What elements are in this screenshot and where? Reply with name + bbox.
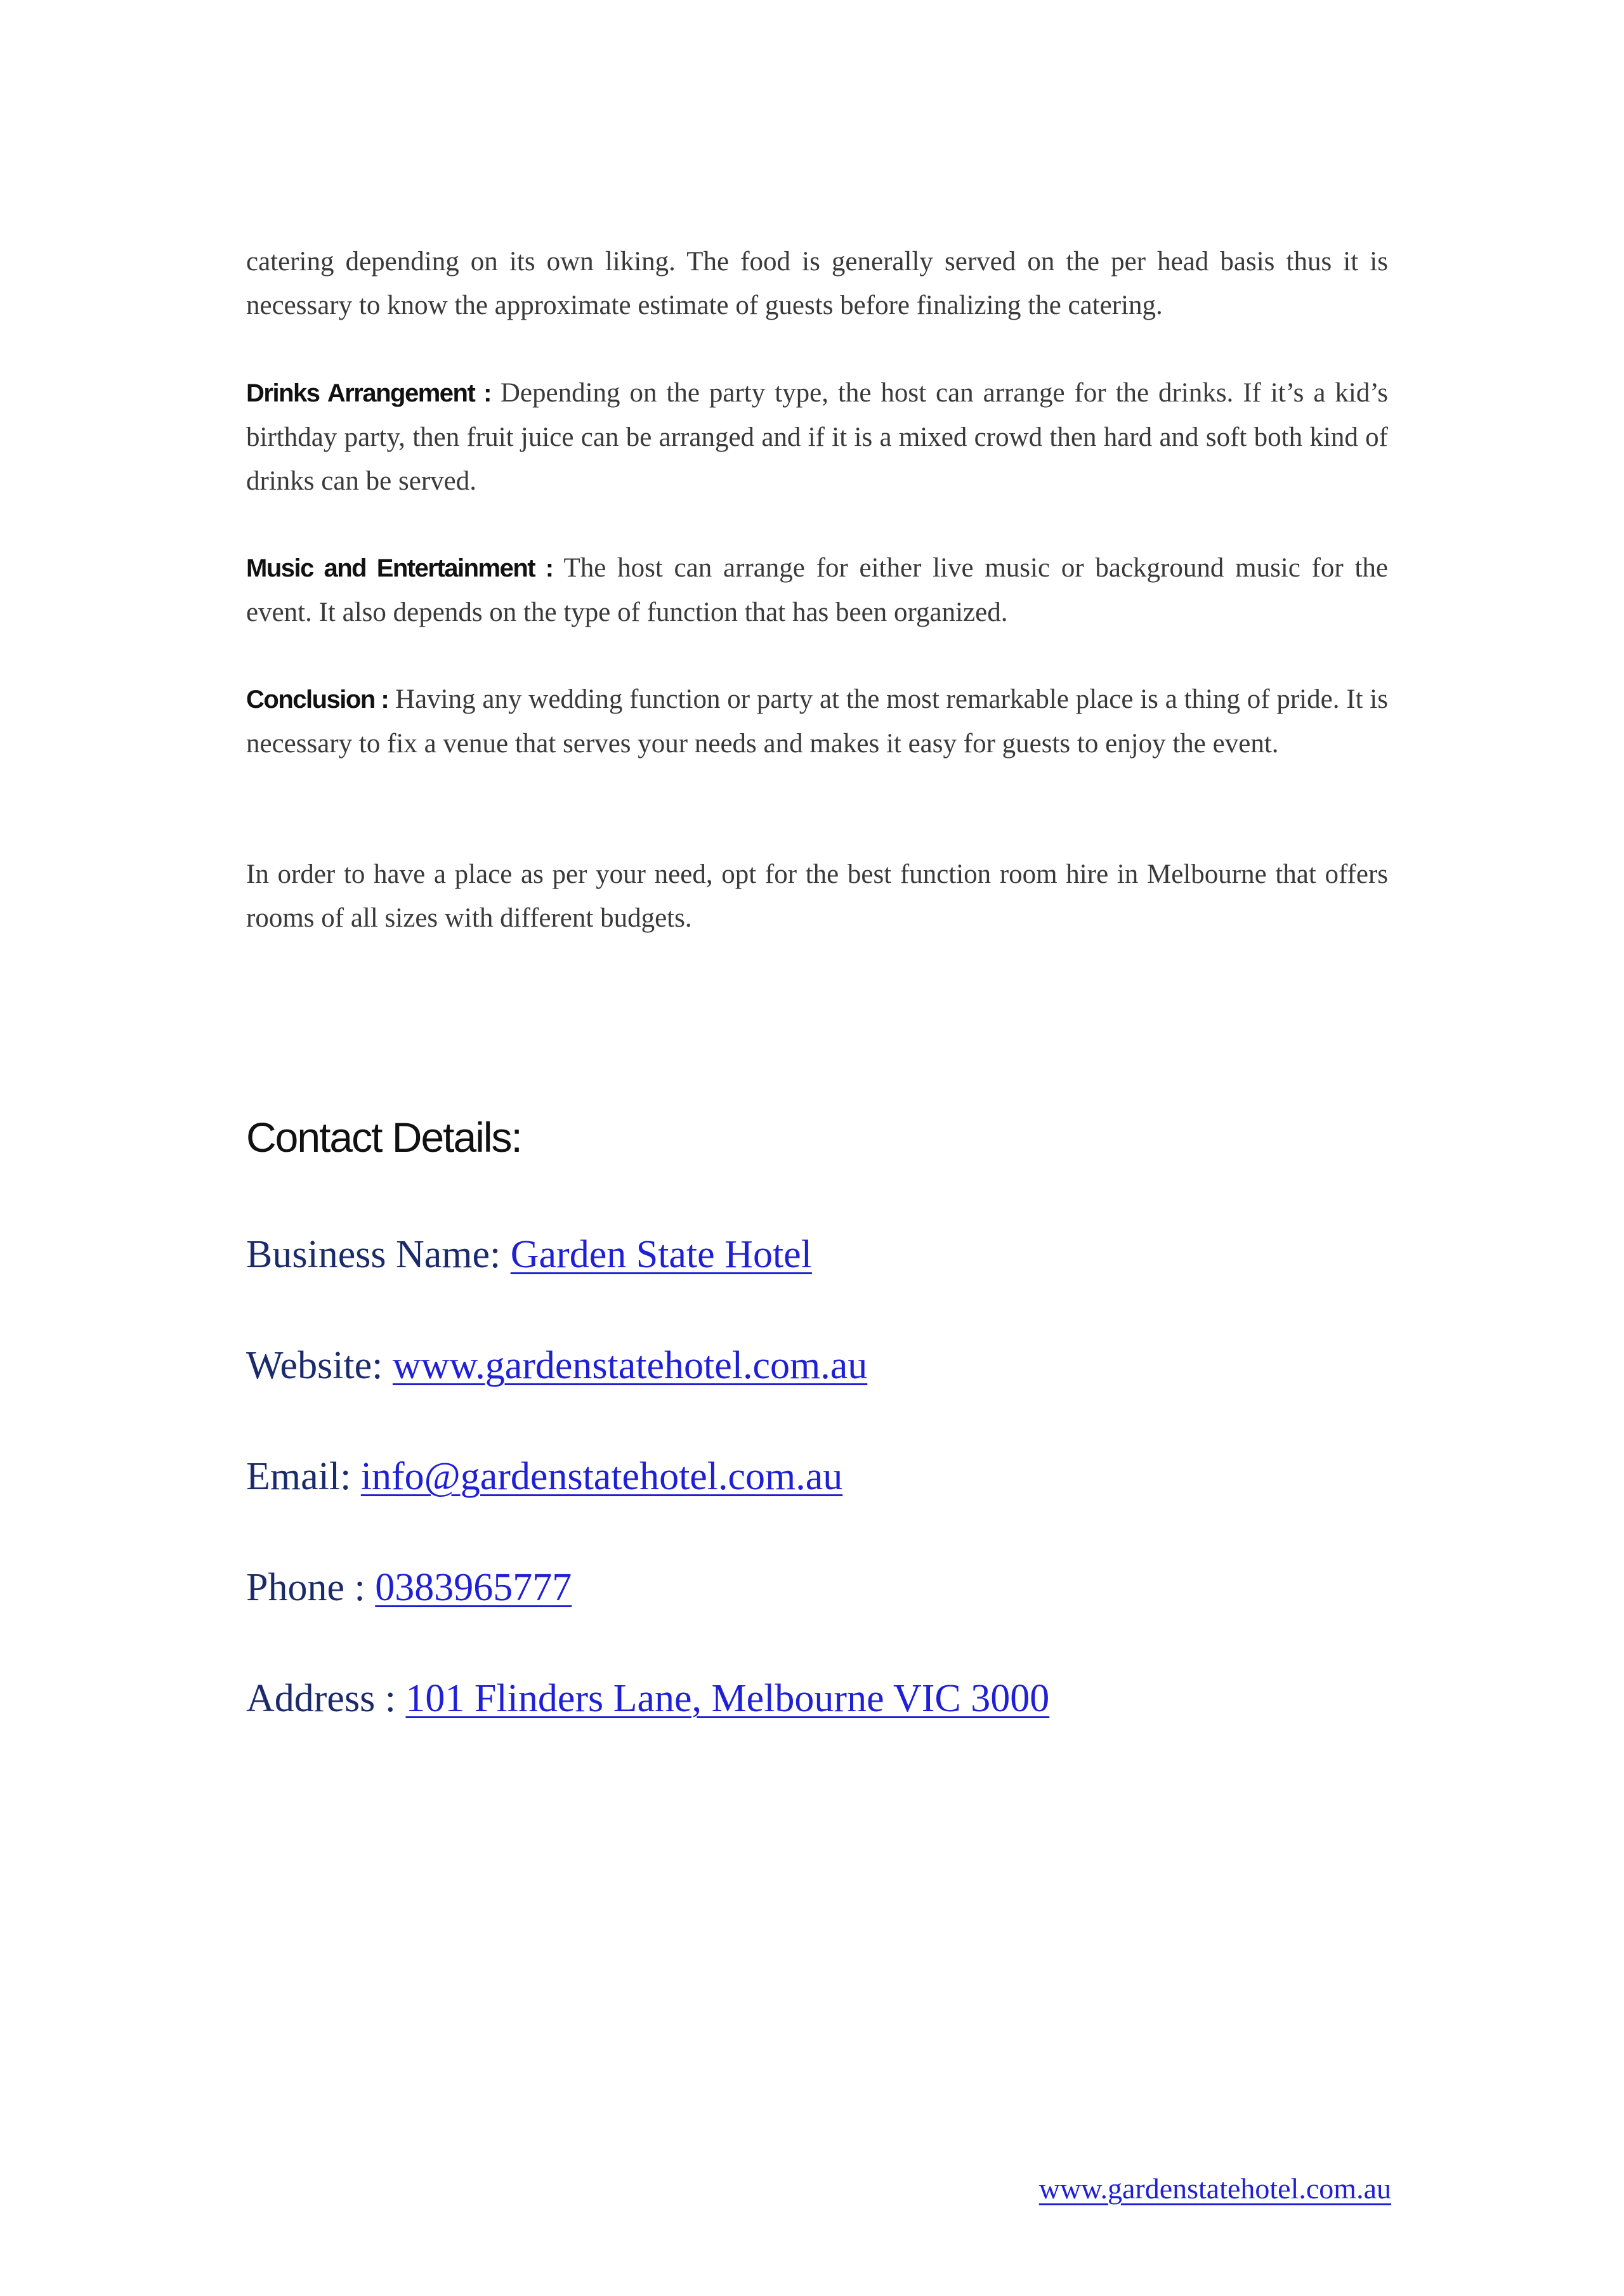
footer-website-link[interactable]: www.gardenstatehotel.com.au <box>1038 2172 1391 2205</box>
contact-website <box>246 1343 867 1388</box>
business-label: Business Name: <box>246 1233 511 1276</box>
contact-phone <box>246 1565 572 1610</box>
paragraph-conclusion <box>246 677 1388 766</box>
music-text: The host can arrange for either live music or background music for the event. It also depends on the type of function that has been organized. <box>246 553 1389 627</box>
email-link[interactable]: info@gardenstatehotel.com.au <box>360 1455 843 1498</box>
paragraph-catering <box>246 240 1388 327</box>
paragraph-music <box>246 546 1388 634</box>
contact-business <box>246 1232 812 1277</box>
phone-link[interactable]: 0383965777 <box>375 1566 572 1609</box>
email-label: Email: <box>246 1455 361 1498</box>
drinks-term: Drinks Arrangement : <box>246 379 491 407</box>
address-link[interactable]: 101 Flinders Lane, Melbourne VIC 3000 <box>405 1677 1050 1720</box>
website-link[interactable]: www.gardenstatehotel.com.au <box>392 1344 868 1387</box>
address-label: Address : <box>246 1677 406 1720</box>
paragraph-catering-text: catering depending on its own liking. The food is generally served on the per head basis thus it is necessary to know the approximate estimate of guests before finalizing the catering. <box>246 247 1388 320</box>
paragraph-function-room-text: In order to have a place as per your need, opt for the best function room hire in Melbourne that offers rooms of all sizes with different budgets. <box>246 859 1388 933</box>
paragraph-function-room <box>246 852 1388 940</box>
conclusion-text: Having any wedding function or party at the most remarkable place is a thing of pride. It is necessary to fix a venue that serves your needs and makes it easy for guests to enjoy the event. <box>246 684 1388 759</box>
website-label: Website: <box>246 1344 393 1387</box>
business-link[interactable]: Garden State Hotel <box>510 1233 812 1276</box>
contact-email <box>246 1454 842 1499</box>
paragraph-drinks <box>246 371 1388 503</box>
contact-address <box>246 1676 1049 1721</box>
music-term: Music and Entertainment : <box>246 554 553 582</box>
contact-heading: Contact Details: <box>246 1114 521 1161</box>
conclusion-term: Conclusion : <box>246 686 389 714</box>
drinks-text: Depending on the party type, the host can arrange for the drinks. If it’s a kid’s birthday party, then fruit juice can be arranged and if it is a mixed crowd then hard and soft both kind of drinks can be served. <box>246 378 1389 496</box>
phone-label: Phone : <box>246 1566 376 1609</box>
